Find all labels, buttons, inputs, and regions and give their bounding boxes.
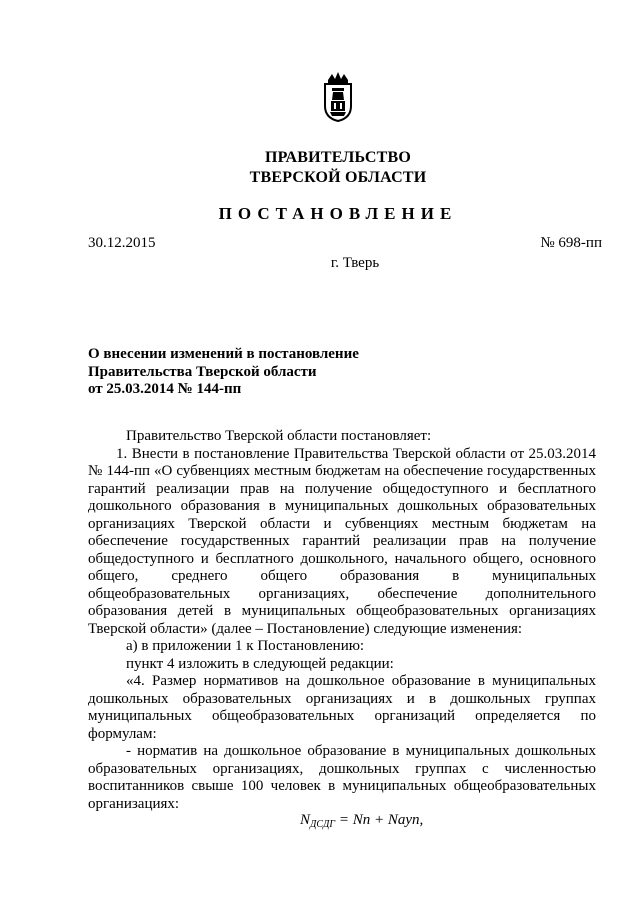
- paragraph-subitem-a: а) в приложении 1 к Постановлению:: [126, 638, 365, 654]
- document-title: [88, 346, 448, 399]
- organization-name-line1: ПРАВИТЕЛЬСТВО: [264, 149, 412, 166]
- paragraph-point-4: пункт 4 изложить в следующей редакции:: [126, 655, 394, 672]
- formula-rhs: = Nn + Nayn,: [338, 812, 424, 828]
- formula-lhs-subscript: ДСДГ: [310, 819, 336, 830]
- document-city: г. Тверь: [330, 255, 380, 271]
- paragraph-item-1: 1. Внести в постановление Правительства Тверской области от 25.03.2014 № 144-пп «О субвенциях местным бюджетам на обеспечение государственных гарантий реализации прав на получение общедоступного и бесплатного дошкольного образования в муниципальных дошкольных образовательных организациях Тверской области и субвенциях местным бюджетам на обеспечение государственных гарантий реализации прав на получение общедоступного и бесплатного дошкольного, начального общего, основного общего, среднего общего образования в муниципальных общеобразовательных организациях, обеспечение дополнительного образования детей в муниципальных общеобразовательных организациях Тверской области» (далее – Постановление) следующие изменения:: [88, 445, 596, 637]
- formula: [300, 812, 423, 830]
- paragraph-normative: - норматив на дошкольное образование в муниципальных дошкольных образовательных организациях, дошкольных группах с численностью воспитанников свыше 100 человек в муниципальных общеобразовательных организациях:: [88, 743, 596, 812]
- paragraph-quote: «4. Размер нормативов на дошкольное образование в муниципальных дошкольных образовательных организациях и в дошкольных группах муниципальных общеобразовательных организаций определяется по формулам:: [88, 673, 596, 742]
- paragraph-intro: Правительство Тверской области постановляет:: [126, 428, 432, 444]
- document-date: 30.12.2015: [88, 235, 156, 251]
- title-line1: О внесении изменений в постановление: [88, 346, 359, 362]
- document-type: ПОСТАНОВЛЕНИЕ: [218, 204, 458, 223]
- title-line2: Правительства Тверской области: [88, 363, 317, 380]
- document-body: [88, 428, 596, 813]
- formula-lhs: N: [300, 812, 311, 828]
- tver-coat-of-arms-icon: [322, 70, 354, 122]
- document-number: № 698-пп: [540, 235, 602, 251]
- title-line3: от 25.03.2014 № 144-пп: [88, 381, 242, 397]
- organization-name-line2: ТВЕРСКОЙ ОБЛАСТИ: [249, 169, 427, 186]
